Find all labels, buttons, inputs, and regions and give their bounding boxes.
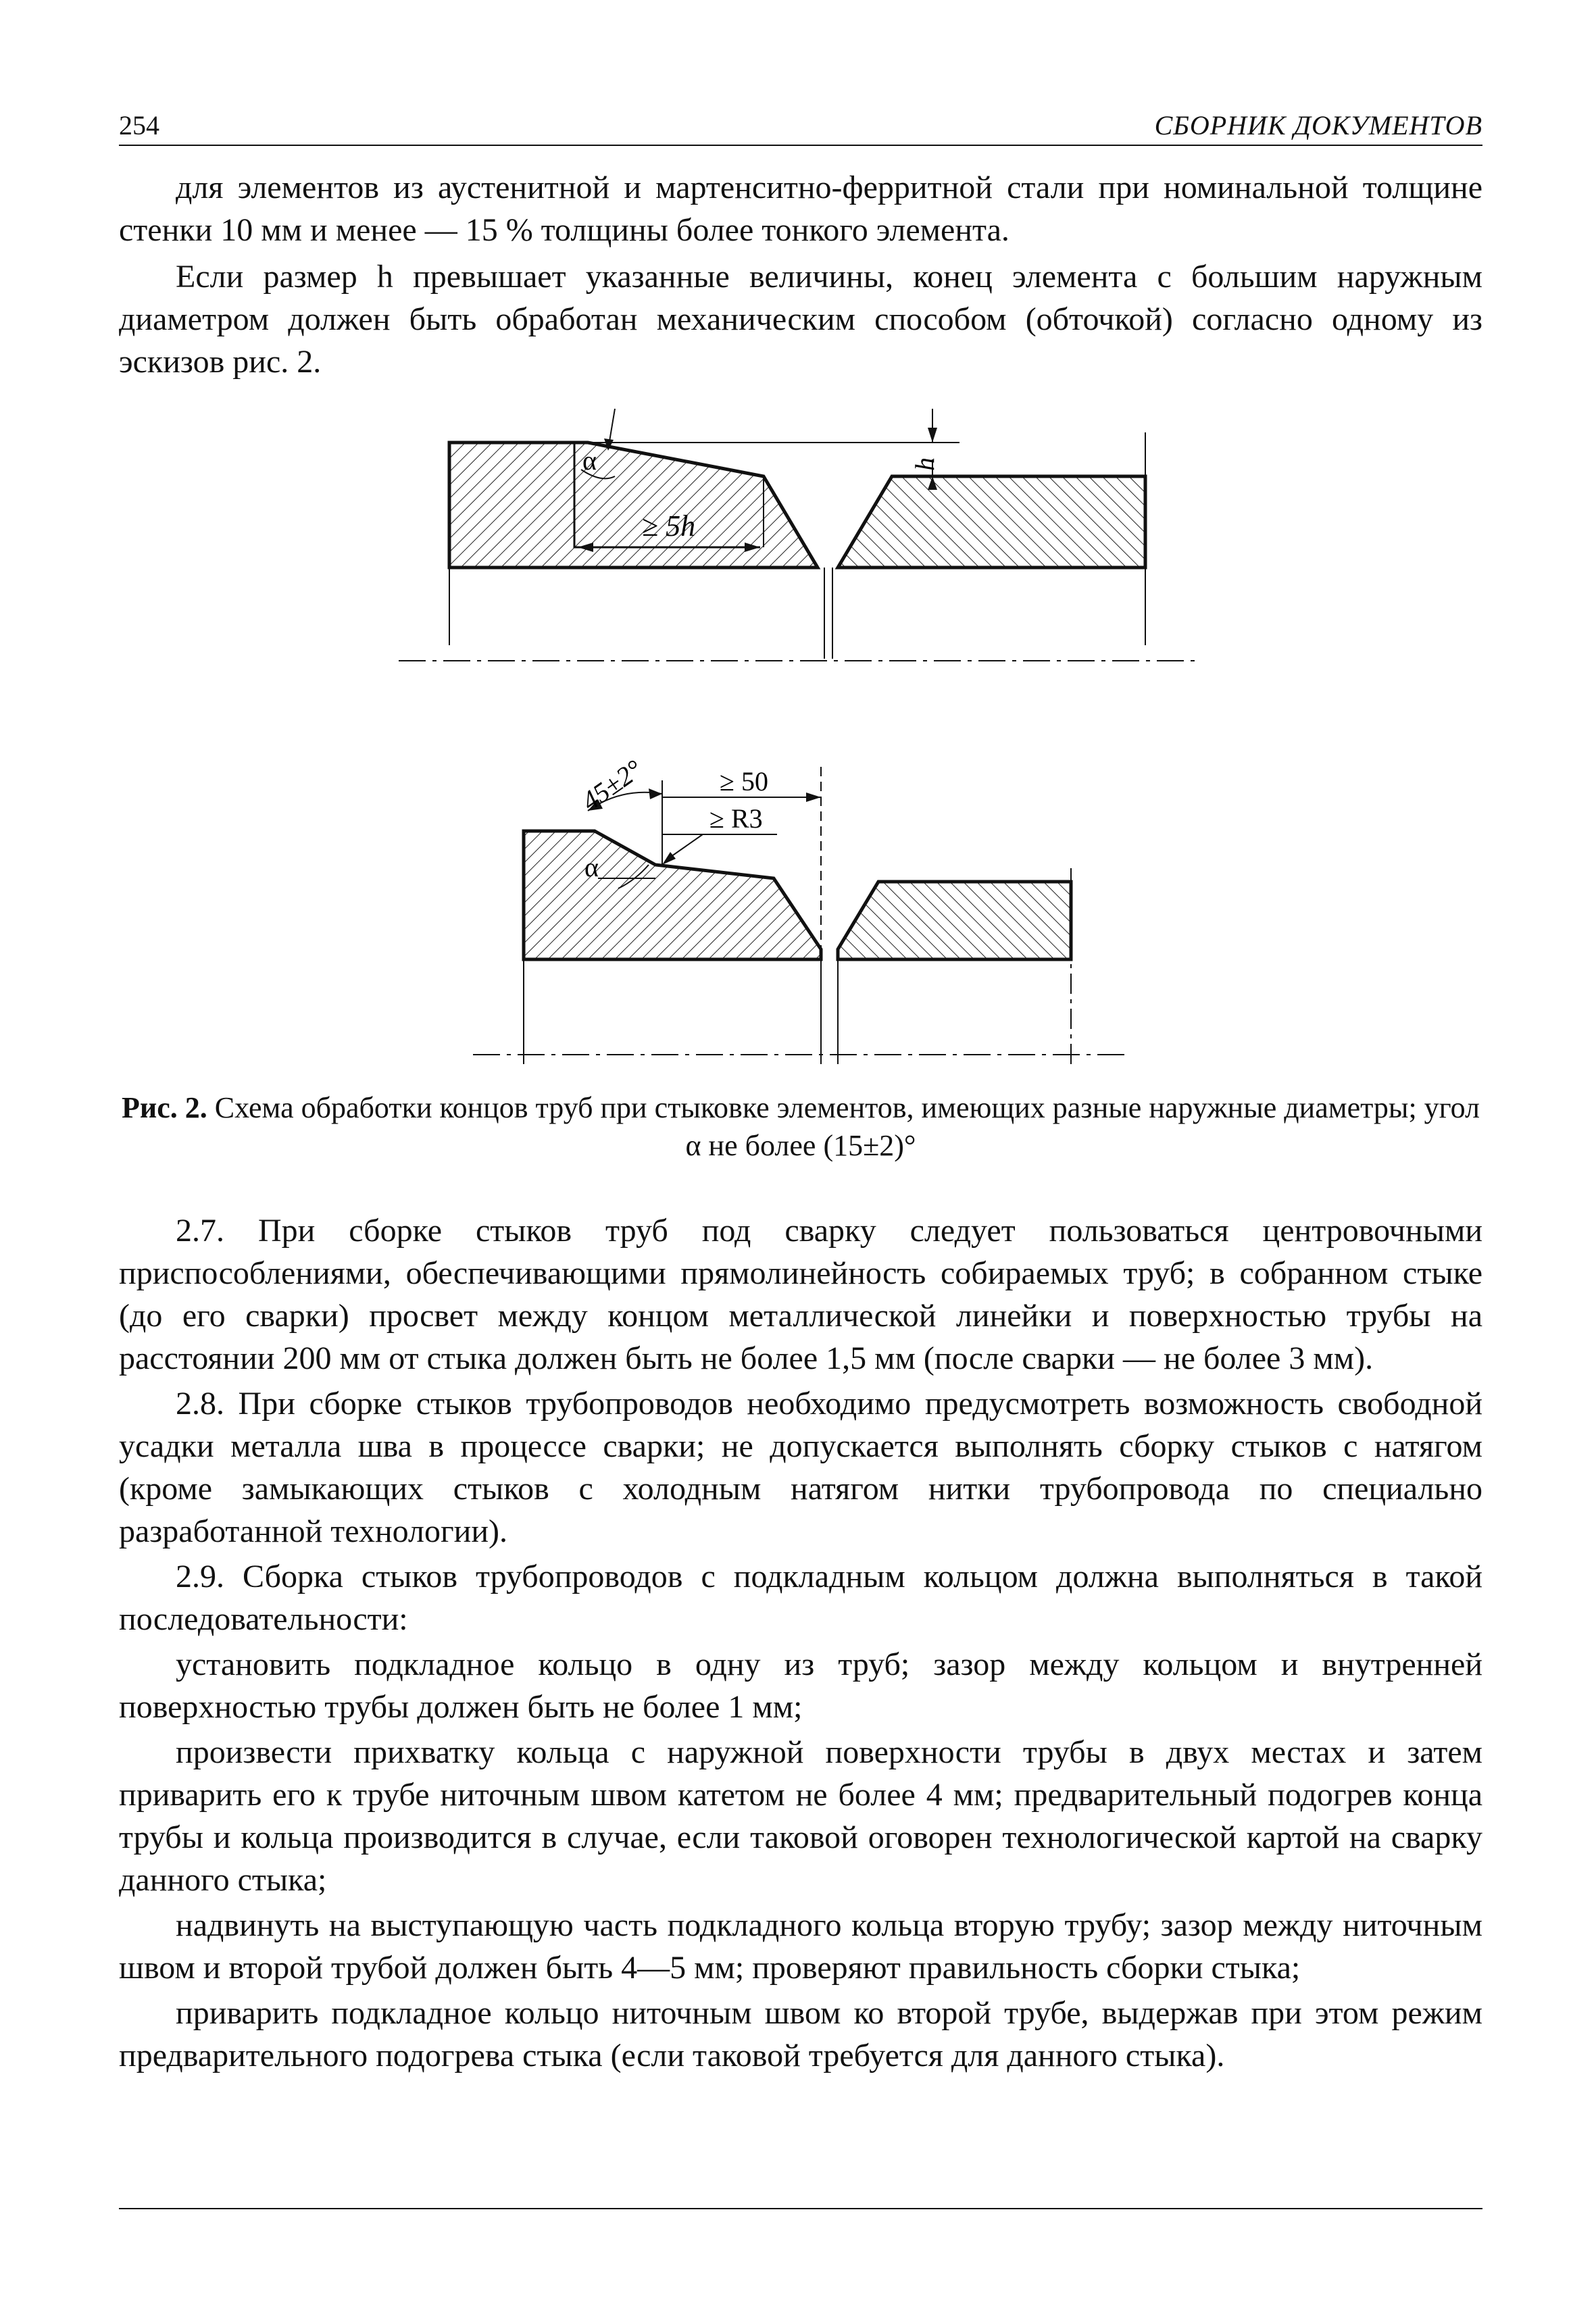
h-label: h	[909, 457, 940, 471]
figure-2-sketch	[459, 726, 1142, 1078]
right-pipe-section	[838, 882, 1071, 959]
paragraph-2-7: 2.7. При сборке стыков труб под сварку следует пользоваться центровочными приспособлениями, обеспечивающими прямолинейность собираемых труб; в собранном стыке (до его сварки) просвет между концом металлической линейки и поверхностью трубы на расстоянии 200 мм от стыка должен быть не более 1,5 мм (после сварки — не более 3 мм).	[119, 1213, 1482, 1376]
alpha-label: α	[582, 445, 597, 476]
figure-caption	[119, 1089, 1482, 1165]
caption-text: Схема обработки концов труб при стыковке элементов, имеющих разные наружные диаметры; угол α не более (15±2)°	[207, 1091, 1480, 1162]
figure-1-sketch	[378, 395, 1210, 693]
paragraph: Если размер h превышает указанные величины, конец элемента с большим наружным диаметром должен быть обработан механическим способом (обточкой) согласно одному из эскизов рис. 2.	[119, 259, 1482, 380]
length-label: ≥ 50	[720, 766, 768, 797]
radius-label: ≥ R3	[709, 803, 763, 834]
running-title: СБОРНИК ДОКУМЕНТОВ	[1154, 110, 1482, 141]
footer-rule	[119, 2208, 1482, 2209]
paragraph-2-9: 2.9. Сборка стыков трубопроводов с подкладным кольцом должна выполняться в такой последовательности:	[119, 1559, 1482, 1637]
body-text	[119, 1209, 1482, 2080]
intro-text	[119, 166, 1482, 383]
paragraph: для элементов из аустенитной и мартенситно-ферритной стали при номинальной толщине стенки 10 мм и менее — 15 % толщины более тонкого элемента.	[119, 170, 1482, 248]
paragraph-2-8: 2.8. При сборке стыков трубопроводов необходимо предусмотреть возможность свободной усадки металла шва в процессе сварки; не допускается выполнять сборку стыков с натягом (кроме замыкающих стыков с холодным натягом нитки трубопровода по специально разработанной технологии).	[119, 1386, 1482, 1549]
alpha-label: α	[584, 852, 599, 882]
left-pipe-section	[524, 831, 821, 959]
list-item: произвести прихватку кольца с наружной поверхности трубы в двух местах и затем приварить его к трубе ниточным швом катетом не более 4 мм; предварительный подогрев конца трубы и кольца производится в случае, если таковой оговорен технологической картой на сварку данного стыка;	[119, 1734, 1482, 1898]
length-label: ≥ 5h	[642, 509, 696, 543]
page-header	[119, 109, 1482, 146]
right-pipe-section	[838, 476, 1145, 568]
list-item: надвинуть на выступающую часть подкладного кольца вторую трубу; зазор между ниточным швом и второй трубой должен быть 4—5 мм; проверяют правильность сборки стыка;	[119, 1907, 1482, 1986]
list-item: приварить подкладное кольцо ниточным швом ко второй трубе, выдержав при этом режим предварительного подогрева стыка (если таковой требуется для данного стыка).	[119, 1995, 1482, 2073]
page-number: 254	[119, 110, 159, 141]
left-pipe-section	[449, 443, 818, 568]
angle-label: 45±2°	[576, 753, 648, 817]
list-item: установить подкладное кольцо в одну из труб; зазор между кольцом и внутренней поверхностью трубы должен быть не более 1 мм;	[119, 1646, 1482, 1725]
caption-label: Рис. 2.	[122, 1091, 207, 1124]
